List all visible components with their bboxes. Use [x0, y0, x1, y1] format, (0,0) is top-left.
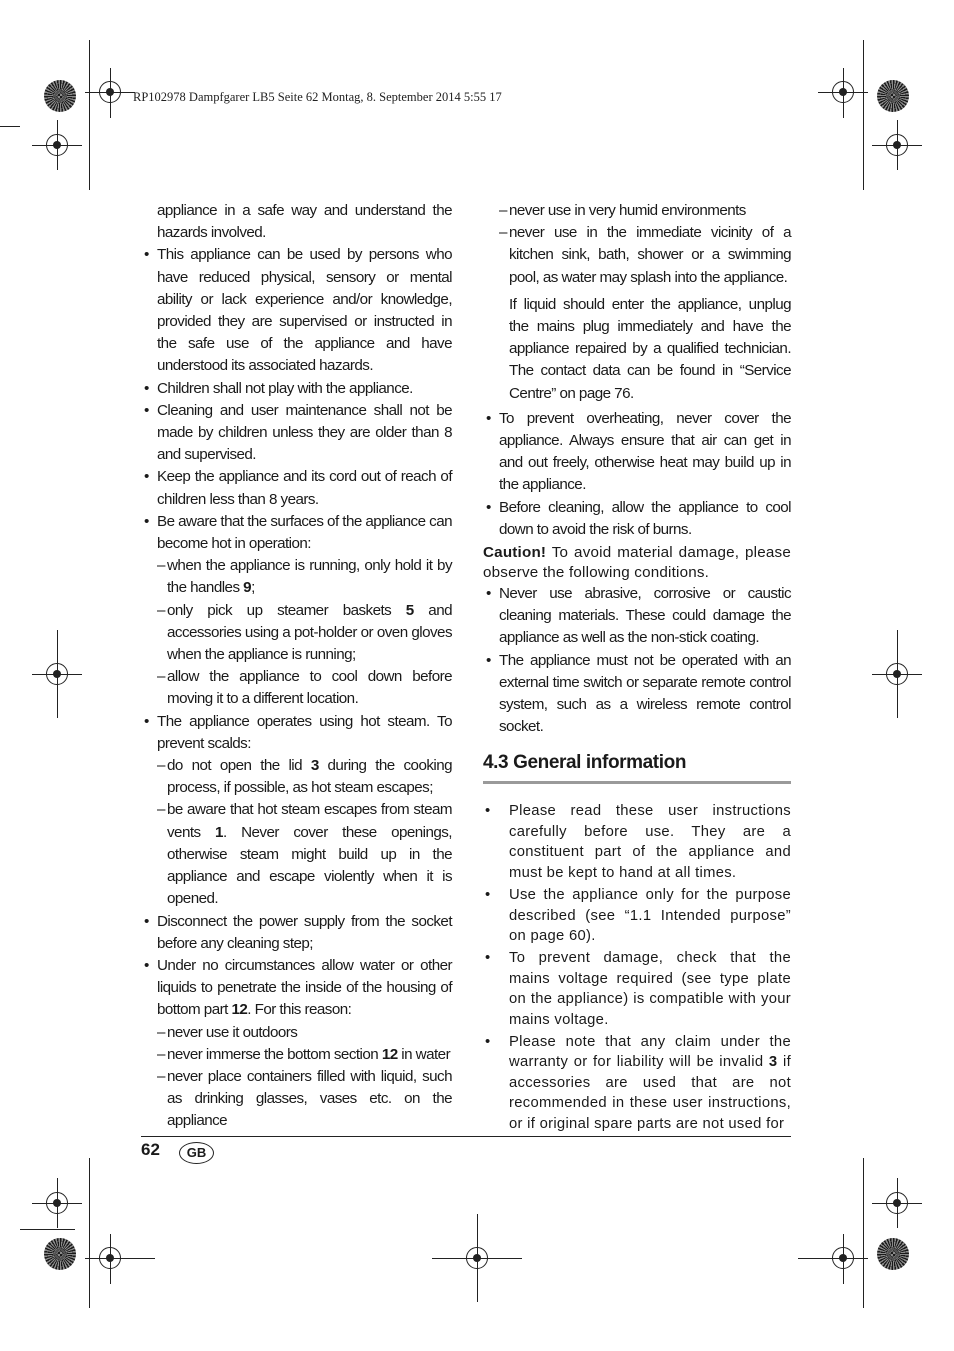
caution-note: Caution! To avoid material damage, please observe the following conditions. [483, 544, 791, 582]
registration-mark [99, 1247, 121, 1269]
sub-list-item: – never place containers filled with liquid, such as drinking glasses, vases etc. on the appliance [141, 1066, 452, 1133]
paragraph: appliance in a safe way and understand the hazards involved. [157, 202, 452, 242]
print-header: RP102978 Dampfgarer LB5 Seite 62 Montag, 8. September 2014 5:55 17 [133, 90, 502, 104]
footer-rule [141, 1136, 791, 1137]
sub-list-item: – never immerse the bottom section 12 in water [141, 1044, 452, 1066]
registration-mark [466, 1247, 488, 1269]
crop-mark [863, 40, 864, 190]
registration-mark [832, 1247, 854, 1269]
registration-mark [832, 81, 854, 103]
page-number: 62 [141, 1140, 160, 1159]
list-item: • The appliance operates using hot steam. To prevent scalds: [141, 711, 452, 755]
list-item: • To prevent damage, check that the mains voltage required (see type plate on the appliance) is compatible with your mains voltage. [483, 948, 791, 1030]
language-badge: GB [179, 1142, 214, 1164]
crop-mark [863, 1158, 864, 1308]
list-item: • Under no circumstances allow water or other liquids to penetrate the inside of the housing of bottom part 12. For this reason: [141, 955, 452, 1022]
crop-mark [89, 1158, 90, 1308]
right-column [483, 200, 791, 1136]
list-item: • Please note that any claim under the warranty or for liability will be invalid 3 if accessories are used that are not recommended in these user instructions, or if original spare parts are not used for [483, 1032, 791, 1134]
left-column [141, 200, 452, 1133]
sub-list-item: – be aware that hot steam escapes from steam vents 1. Never cover these openings, otherwise steam might build up in the appliance and escape violently when it is opened. [141, 799, 452, 910]
color-star-mark [44, 1238, 76, 1270]
list-item: • Children shall not play with the appliance. [141, 378, 452, 400]
list-item: • To prevent overheating, never cover the appliance. Always ensure that air can get in and out freely, otherwise heat may build up in the appliance. [483, 408, 791, 497]
list-item: • Cleaning and user maintenance shall not be made by children unless they are older than 8 and supervised. [141, 400, 452, 467]
paragraph: If liquid should enter the appliance, unplug the mains plug immediately and have the appliance repaired by a qualified technician. The contact data can be found in “Service Centre” on page 76. [509, 295, 791, 402]
section-heading: 4.3 General information [483, 750, 791, 784]
list-item: • Before cleaning, allow the appliance to cool down to avoid the risk of burns. [483, 497, 791, 541]
list-item: • Please read these user instructions carefully before use. They are a constituent part of the appliance and must be kept to hand at all times. [483, 801, 791, 883]
list-item: • This appliance can be used by persons who have reduced physical, sensory or mental ability or lack experience and/or knowledge, provided they are supervised or instructed in the safe use of the appliance and have understood its associated hazards. [141, 244, 452, 377]
list-item: • Disconnect the power supply from the socket before any cleaning step; [141, 911, 452, 955]
color-star-mark [877, 1238, 909, 1270]
list-item: • Keep the appliance and its cord out of reach of children less than 8 years. [141, 466, 452, 510]
caution-label: Caution! [483, 544, 547, 562]
general-info-list [483, 801, 791, 1134]
registration-mark [886, 134, 908, 156]
color-star-mark [877, 80, 909, 112]
sub-list-item: – only pick up steamer baskets 5 and accessories using a pot-holder or oven gloves when the appliance is running; [141, 600, 452, 667]
crop-mark [0, 126, 20, 127]
sub-list-item: – never use in the immediate vicinity of a kitchen sink, bath, shower or a swimming pool, as water may splash into the appliance. [483, 222, 791, 289]
sub-list-item: – never use it outdoors [141, 1022, 452, 1044]
registration-mark [99, 81, 121, 103]
list-item: • The appliance must not be operated with an external time switch or separate remote control system, such as a wireless remote control socket. [483, 650, 791, 739]
sub-list-item: – do not open the lid 3 during the cooking process, if possible, as hot steam escapes; [141, 755, 452, 799]
list-item: • Be aware that the surfaces of the appliance can become hot in operation: [141, 511, 452, 555]
list-item: • Use the appliance only for the purpose described (see “1.1 Intended purpose” on page 60). [483, 885, 791, 946]
crop-mark [89, 40, 90, 190]
sub-list-item: – when the appliance is running, only hold it by the handles 9; [141, 555, 452, 599]
sub-list-item: – allow the appliance to cool down before moving it to a different location. [141, 666, 452, 710]
list-item: • Never use abrasive, corrosive or caustic cleaning materials. These could damage the appliance as well as the non-stick coating. [483, 583, 791, 650]
sub-list-item: – never use in very humid environments [483, 200, 791, 222]
registration-mark [46, 663, 68, 685]
registration-mark [46, 1192, 68, 1214]
registration-mark [886, 1192, 908, 1214]
color-star-mark [44, 80, 76, 112]
registration-mark [886, 663, 908, 685]
registration-mark [46, 134, 68, 156]
crop-mark [20, 1229, 75, 1230]
